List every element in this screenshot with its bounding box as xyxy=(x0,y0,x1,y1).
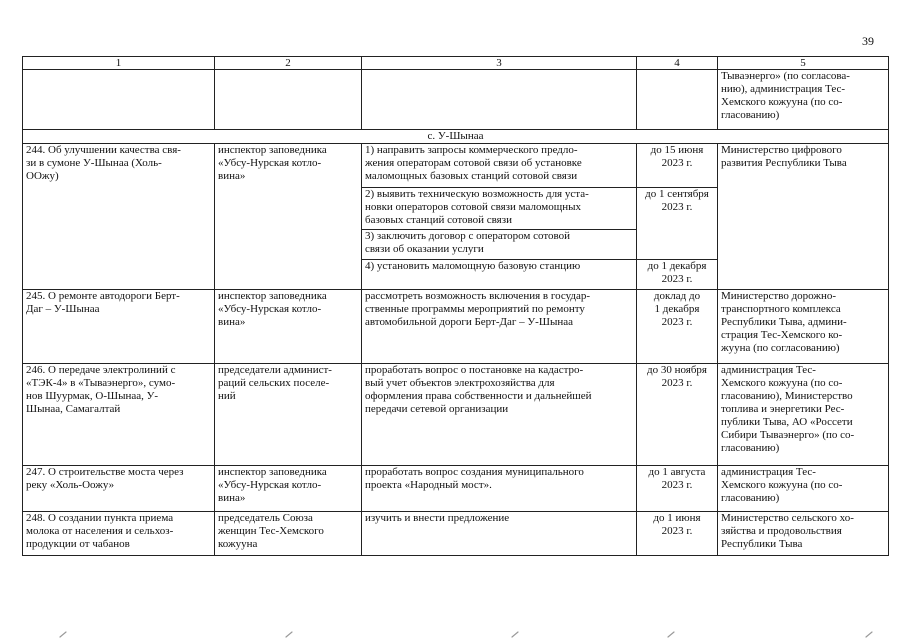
cell-issue: 245. О ремонте автодороги Берт- Даг – У-Шынаа xyxy=(23,290,215,364)
plan-table xyxy=(22,56,889,556)
cell-initiator: инспектор заповедника «Убсу-Нурская котло- вина» xyxy=(215,466,362,512)
cell-issue: 247. О строительстве моста через реку «Холь-Оожу» xyxy=(23,466,215,512)
cell-responsible: Тываэнерго» (по согласова- нию), администрация Тес- Хемского кожууна (по со- гласованию) xyxy=(718,70,889,130)
header-col-3: 3 xyxy=(362,57,637,70)
cell-action: рассмотреть возможность включения в государ- ственные программы мероприятий по ремонту автомобильной дороги Берт-Даг – У-Шынаа xyxy=(362,290,637,364)
cell-responsible: Министерство дорожно- транспортного комплекса Республики Тыва, админи- страция Тес-Хемского ко- жууна (по согласованию) xyxy=(718,290,889,364)
cell-action: проработать вопрос о постановке на кадастро- вый учет объектов электрохозяйства для оформления права собственности и дальнейшей передачи сетевой организации xyxy=(362,364,637,466)
header-col-2: 2 xyxy=(215,57,362,70)
header-col-4: 4 xyxy=(637,57,718,70)
cell-deadline: до 30 ноября 2023 г. xyxy=(637,364,718,466)
cell-initiator: председатель Союза женщин Тес-Хемского кожууна xyxy=(215,512,362,556)
cell-issue: 246. О передаче электролиний с «ТЭК-4» в «Тываэнерго», сумо- нов Шуурмак, О-Шынаа, У- Шынаа, Самагалтай xyxy=(23,364,215,466)
cell-deadline: до 1 августа 2023 г. xyxy=(637,466,718,512)
table-row-248 xyxy=(23,512,889,556)
cell-initiator: инспектор заповедника «Убсу-Нурская котло- вина» xyxy=(215,144,362,290)
cell-issue: 244. Об улучшении качества свя- зи в сумоне У-Шынаа (Холь- ООжу) xyxy=(23,144,215,290)
cell-responsible: Министерство цифрового развития Республики Тыва xyxy=(718,144,889,290)
header-col-1: 1 xyxy=(23,57,215,70)
table-row-246 xyxy=(23,364,889,466)
cell-action-step-1: 1) направить запросы коммерческого предло- жения операторам сотовой связи об установке маломощных базовых станций сотовой связи xyxy=(362,144,637,188)
section-row xyxy=(23,130,889,144)
header-col-5: 5 xyxy=(718,57,889,70)
table-row-continuation xyxy=(23,70,889,130)
cell-responsible: администрация Тес- Хемского кожууна (по со- гласованию) xyxy=(718,466,889,512)
cell-responsible: администрация Тес- Хемского кожууна (по со- гласованию), Министерство топлива и энергетики Рес- публики Тыва, АО «Россети Сибири Тываэнерго» (по со- гласованию) xyxy=(718,364,889,466)
cell-deadline: до 1 сентября 2023 г. xyxy=(637,188,718,260)
cell-action-step-3: 3) заключить договор с оператором сотовой связи об оказании услуги xyxy=(362,230,637,260)
cell-issue: 248. О создании пункта приема молока от населения и сельхоз- продукции от чабанов xyxy=(23,512,215,556)
table-row-244 xyxy=(23,144,889,188)
cell-action: проработать вопрос создания муниципального проекта «Народный мост». xyxy=(362,466,637,512)
table-header-row xyxy=(23,57,889,70)
cell-action-step-4: 4) установить маломощную базовую станцию xyxy=(362,260,637,290)
scan-artifact-marks xyxy=(0,628,905,640)
cell-responsible: Министерство сельского хо- зяйства и продовольствия Республики Тыва xyxy=(718,512,889,556)
cell-initiator: инспектор заповедника «Убсу-Нурская котло- вина» xyxy=(215,290,362,364)
cell-deadline: доклад до 1 декабря 2023 г. xyxy=(637,290,718,364)
cell-action: изучить и внести предложение xyxy=(362,512,637,556)
cell-initiator: председатели админист- раций сельских поселе- ний xyxy=(215,364,362,466)
table-row-245 xyxy=(23,290,889,364)
cell-deadline: до 1 июня 2023 г. xyxy=(637,512,718,556)
table-row-247 xyxy=(23,466,889,512)
cell-deadline: до 1 декабря 2023 г. xyxy=(637,260,718,290)
section-title: с. У-Шынаа xyxy=(23,130,889,144)
cell-action-step-2: 2) выявить техническую возможность для уста- новки операторов сотовой связи маломощных базовых станций сотовой связи xyxy=(362,188,637,230)
cell-deadline: до 15 июня 2023 г. xyxy=(637,144,718,188)
page-number: 39 xyxy=(862,34,874,48)
